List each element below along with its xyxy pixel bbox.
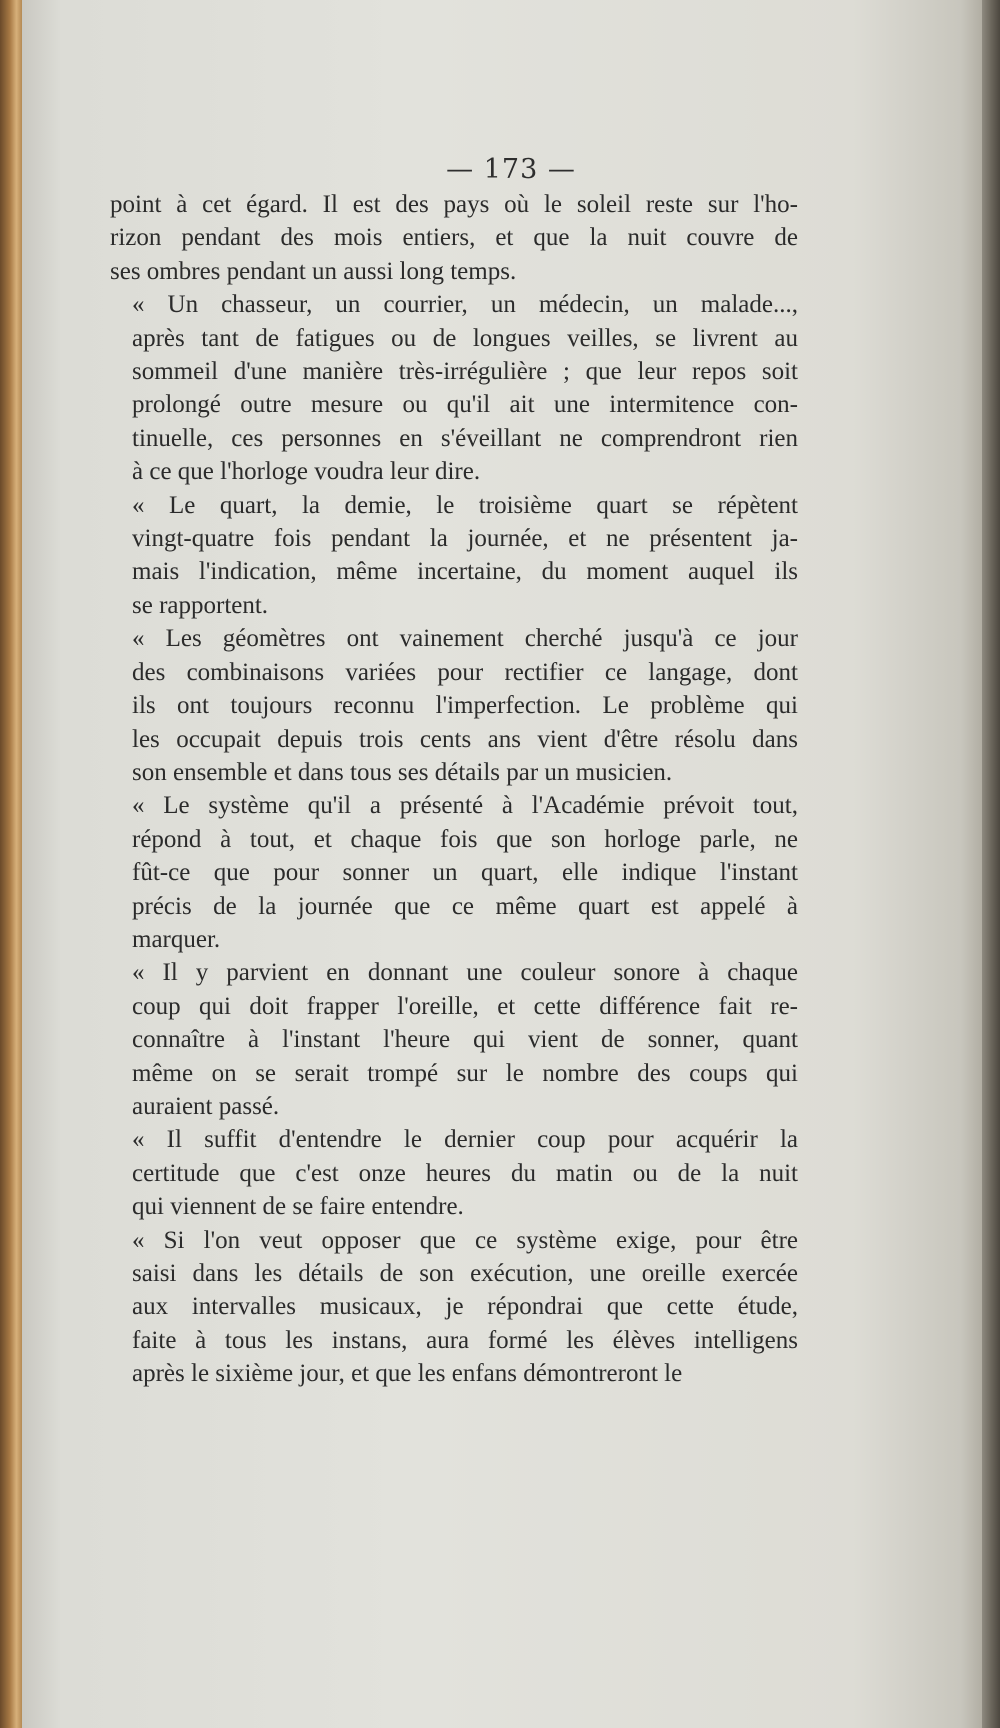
text-line: « Le quart, la demie, le troisième quart se répètent: [132, 491, 798, 519]
text-line: ses ombres pendant un aussi long temps.: [110, 257, 517, 285]
text-line: auraient passé.: [132, 1092, 280, 1120]
paragraph: [110, 1224, 798, 1391]
text-line: point à cet égard. Il est des pays où le soleil reste sur l'ho-: [110, 191, 798, 218]
text-line: des combinaisons variées pour rectifier ce langage, dont: [132, 658, 798, 686]
page-sheet: [22, 0, 1000, 1728]
text-line: coup qui doit frapper l'oreille, et cette différence fait re-: [132, 992, 798, 1020]
text-line: « Un chasseur, un courrier, un médecin, un malade...,: [132, 291, 798, 319]
text-line: son ensemble et dans tous ses détails par un musicien.: [132, 758, 673, 786]
text-line: « Les géomètres ont vainement cherché jusqu'à ce jour: [132, 625, 798, 653]
text-line: « Il y parvient en donnant une couleur sonore à chaque: [132, 959, 798, 987]
text-line: aux intervalles musicaux, je répondrai que cette étude,: [132, 1293, 798, 1321]
paragraph: [110, 956, 798, 1123]
paragraph: [110, 489, 798, 623]
text-line: saisi dans les détails de son exécution, une oreille exercée: [132, 1260, 798, 1287]
text-line: à ce que l'horloge voudra leur dire.: [132, 458, 481, 486]
text-line: les occupait depuis trois cents ans vient d'être résolu dans: [132, 725, 798, 753]
adjacent-page-edge: [982, 0, 1000, 1728]
text-line: répond à tout, et chaque fois que son horloge parle, ne: [132, 825, 798, 853]
text-line: se rapportent.: [132, 591, 269, 619]
text-line: vingt-quatre fois pendant la journée, et ne présentent ja-: [132, 525, 798, 553]
paragraph: [110, 622, 798, 789]
text-line: rizon pendant des mois entiers, et que la nuit couvre de: [110, 224, 798, 252]
text-line: sommeil d'une manière très-irrégulière ; que leur repos soit: [132, 358, 798, 386]
body-text: [110, 188, 798, 1391]
text-line: faite à tous les instans, aura formé les élèves intelligens: [132, 1326, 798, 1354]
text-line: fût-ce que pour sonner un quart, elle indique l'instant: [132, 859, 798, 887]
text-line: connaître à l'instant l'heure qui vient de sonner, quant: [132, 1026, 798, 1054]
paragraph: [110, 288, 798, 488]
paragraph: [110, 1123, 798, 1223]
paragraph: [110, 188, 798, 288]
text-line: précis de la journée que ce même quart est appelé à: [132, 892, 798, 920]
text-line: « Si l'on veut opposer que ce système exige, pour être: [132, 1226, 798, 1254]
text-line: « Il suffit d'entendre le dernier coup pour acquérir la: [132, 1126, 798, 1154]
text-line: même on se serait trompé sur le nombre des coups qui: [132, 1059, 798, 1087]
paragraph: [110, 789, 798, 956]
book-spine-edge: [0, 0, 22, 1728]
text-line: prolongé outre mesure ou qu'il ait une intermitence con-: [132, 391, 798, 419]
text-line: après le sixième jour, et que les enfans démontreront le: [132, 1360, 683, 1388]
text-line: certitude que c'est onze heures du matin ou de la nuit: [132, 1159, 798, 1187]
text-line: « Le système qu'il a présenté à l'Académie prévoit tout,: [132, 792, 798, 820]
text-line: ils ont toujours reconnu l'imperfection. Le problème qui: [132, 692, 798, 720]
text-line: qui viennent de se faire entendre.: [132, 1193, 464, 1221]
text-line: après tant de fatigues ou de longues veilles, se livrent au: [132, 324, 798, 352]
text-line: tinuelle, ces personnes en s'éveillant ne comprendront rien: [132, 424, 798, 452]
text-line: mais l'indication, même incertaine, du moment auquel ils: [132, 558, 798, 586]
page-number: — 173 —: [446, 154, 576, 185]
text-line: marquer.: [132, 925, 221, 953]
